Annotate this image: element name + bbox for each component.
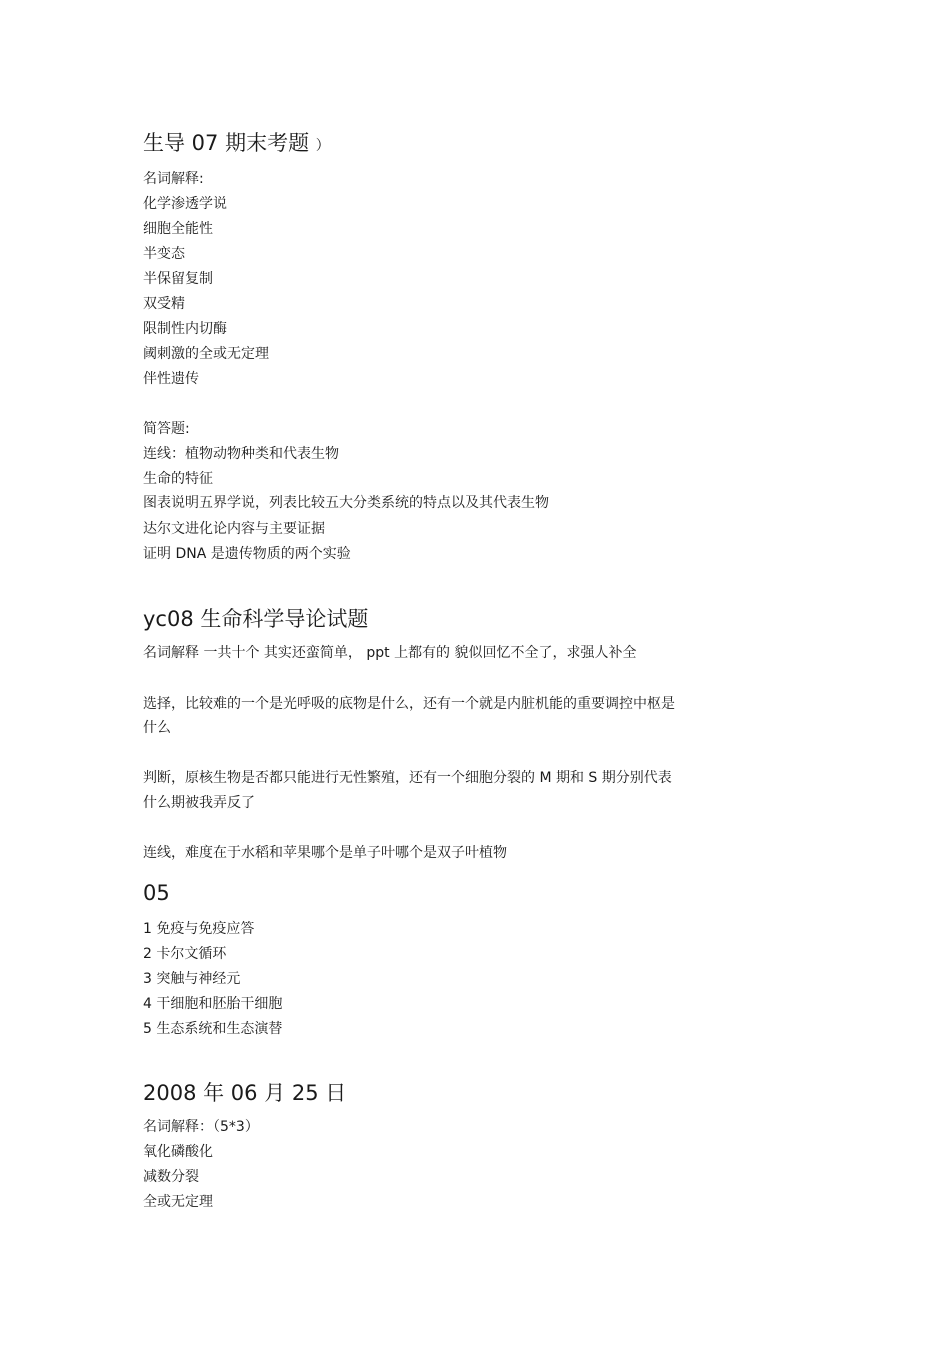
section4-term: 氧化磷酸化: [143, 1144, 213, 1160]
section3-item: 3 突触与神经元: [143, 971, 241, 987]
section2-paragraph: 判断，原核生物是否都只能进行无性繁殖，还有一个细胞分裂的 M 期和 S 期分别代表: [143, 770, 672, 786]
section2-paragraph: 名词解释 一共十个 其实还蛮简单， ppt 上都有的 貌似回忆不全了，求强人补全: [143, 645, 637, 661]
section1-title-text: 生导 07 期末考题: [143, 131, 310, 155]
section4-term: 全或无定理: [143, 1194, 213, 1210]
section4-term: 减数分裂: [143, 1169, 199, 1185]
section1-term: 半变态: [143, 246, 185, 262]
section2-paragraph: 连线，难度在于水稻和苹果哪个是单子叶哪个是双子叶植物: [143, 845, 507, 861]
section1-short-item: 图表说明五界学说，列表比较五大分类系统的特点以及其代表生物: [143, 495, 549, 511]
section1-term: 化学渗透学说: [143, 196, 227, 212]
section2-paragraph: 什么期被我弄反了: [143, 795, 255, 811]
section2-paragraph: 什么: [143, 720, 171, 736]
section1-term: 半保留复制: [143, 271, 213, 287]
section1-short-item: 生命的特征: [143, 471, 213, 487]
section1-terms-label: 名词解释:: [143, 171, 204, 187]
section1-term: 伴性遗传: [143, 371, 199, 387]
section1-title: [143, 130, 330, 159]
section1-term: 限制性内切酶: [143, 321, 227, 337]
section4-title: 2008 年 06 月 25 日: [143, 1081, 347, 1105]
section3-item: 2 卡尔文循环: [143, 946, 227, 962]
section1-short-item: 达尔文进化论内容与主要证据: [143, 521, 325, 537]
section4-terms-label: 名词解释：（5*3）: [143, 1119, 259, 1135]
section3-title: 05: [143, 881, 170, 905]
section3-item: 4 干细胞和胚胎干细胞: [143, 996, 283, 1012]
section2-paragraph: 选择，比较难的一个是光呼吸的底物是什么，还有一个就是内脏机能的重要调控中枢是: [143, 696, 675, 712]
section1-term: 阈刺激的全或无定理: [143, 346, 269, 362]
section1-short-label: 简答题:: [143, 421, 190, 437]
section1-term: 细胞全能性: [143, 221, 213, 237]
section1-short-item: 证明 DNA 是遗传物质的两个实验: [143, 546, 351, 562]
section1-term: 双受精: [143, 296, 185, 312]
section1-title-suffix: ）: [315, 138, 330, 154]
section3-item: 1 免疫与免疫应答: [143, 921, 255, 937]
section2-title: yc08 生命科学导论试题: [143, 607, 369, 631]
section3-item: 5 生态系统和生态演替: [143, 1021, 283, 1037]
section1-short-item: 连线：植物动物种类和代表生物: [143, 446, 339, 462]
